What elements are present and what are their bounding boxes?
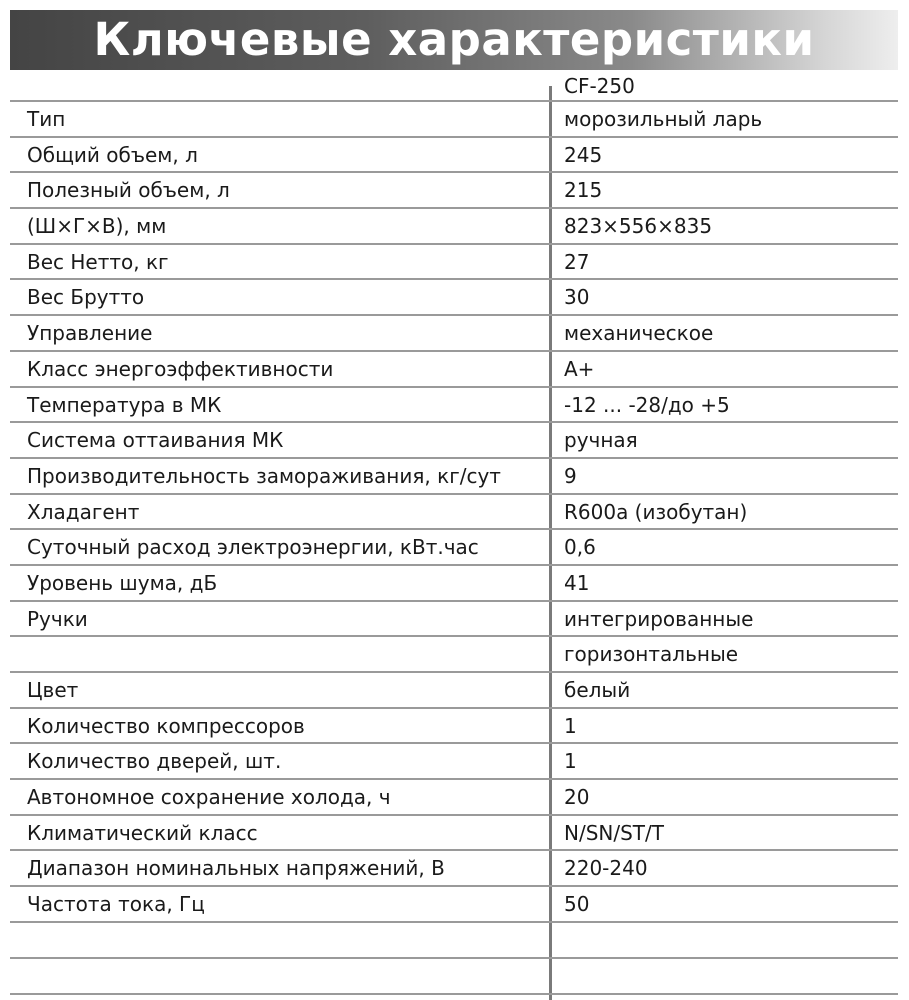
table-row <box>10 138 898 174</box>
row-value: механическое <box>564 321 714 346</box>
row-label: Класс энергоэффективности <box>27 356 334 381</box>
row-value: горизонтальные <box>564 642 739 667</box>
row-label: (Ш×Г×В), мм <box>27 214 167 239</box>
row-label: Система оттаивания МК <box>27 428 284 453</box>
row-label: Производительность замораживания, кг/сут <box>27 463 501 488</box>
specs-table <box>10 70 898 995</box>
table-row <box>10 316 898 352</box>
table-row <box>10 530 898 566</box>
page-title: Ключевые характеристики <box>93 13 815 66</box>
row-value: 245 <box>564 142 603 167</box>
row-label: Частота тока, Гц <box>27 892 205 917</box>
row-label: Температура в МК <box>27 392 222 417</box>
row-label: Хладагент <box>27 499 140 524</box>
table-row <box>10 673 898 709</box>
row-value: -12 ... -28/до +5 <box>564 392 730 417</box>
table-row <box>10 780 898 816</box>
row-label: Диапазон номинальных напряжений, В <box>27 856 445 881</box>
row-value: интегрированные <box>564 606 754 631</box>
row-label: Цвет <box>27 678 79 702</box>
row-value: 1 <box>564 749 577 774</box>
table-row <box>10 209 898 245</box>
row-label: Общий объем, л <box>27 142 198 167</box>
row-label: Полезный объем, л <box>27 178 230 203</box>
row-value: 20 <box>564 785 590 810</box>
table-row <box>10 245 898 281</box>
table-row <box>10 495 898 531</box>
row-label: Автономное сохранение холода, ч <box>27 785 391 810</box>
table-row <box>10 352 898 388</box>
row-value: R600a (изобутан) <box>564 499 748 524</box>
header-banner <box>10 10 898 70</box>
model-name: CF-250 <box>564 74 635 98</box>
row-label: Ручки <box>27 606 88 631</box>
table-row <box>10 851 898 887</box>
row-label: Управление <box>27 321 153 346</box>
table-row <box>10 744 898 780</box>
empty-row <box>10 923 898 959</box>
table-row <box>10 423 898 459</box>
row-value: 823×556×835 <box>564 214 713 239</box>
empty-row <box>10 959 898 995</box>
row-value: 1 <box>564 713 577 738</box>
row-value: N/SN/ST/T <box>564 820 664 845</box>
row-value: 30 <box>564 285 590 310</box>
row-label: Количество компрессоров <box>27 713 305 738</box>
table-row <box>10 709 898 745</box>
table-row <box>10 637 898 673</box>
row-value: белый <box>564 678 631 702</box>
row-value: ручная <box>564 428 638 453</box>
table-row <box>10 887 898 923</box>
table-row <box>10 102 898 138</box>
table-row <box>10 816 898 852</box>
table-row <box>10 566 898 602</box>
row-value: 9 <box>564 463 577 488</box>
row-value: А+ <box>564 356 595 381</box>
row-label: Уровень шума, дБ <box>27 570 218 595</box>
table-row <box>10 173 898 209</box>
row-label: Вес Нетто, кг <box>27 249 169 274</box>
table-row <box>10 459 898 495</box>
row-value: морозильный ларь <box>564 107 763 131</box>
row-value: 41 <box>564 570 590 595</box>
row-label: Тип <box>27 107 66 131</box>
row-label: Вес Брутто <box>27 285 145 310</box>
row-value: 27 <box>564 249 590 274</box>
row-value: 215 <box>564 178 603 203</box>
table-row <box>10 602 898 638</box>
table-row <box>10 280 898 316</box>
model-row <box>10 70 898 102</box>
row-label: Климатический класс <box>27 820 258 845</box>
table-row <box>10 388 898 424</box>
row-value: 50 <box>564 892 590 917</box>
row-value: 220-240 <box>564 856 648 881</box>
row-label: Суточный расход электроэнергии, кВт.час <box>27 535 479 560</box>
row-value: 0,6 <box>564 535 596 560</box>
row-label: Количество дверей, шт. <box>27 749 282 774</box>
